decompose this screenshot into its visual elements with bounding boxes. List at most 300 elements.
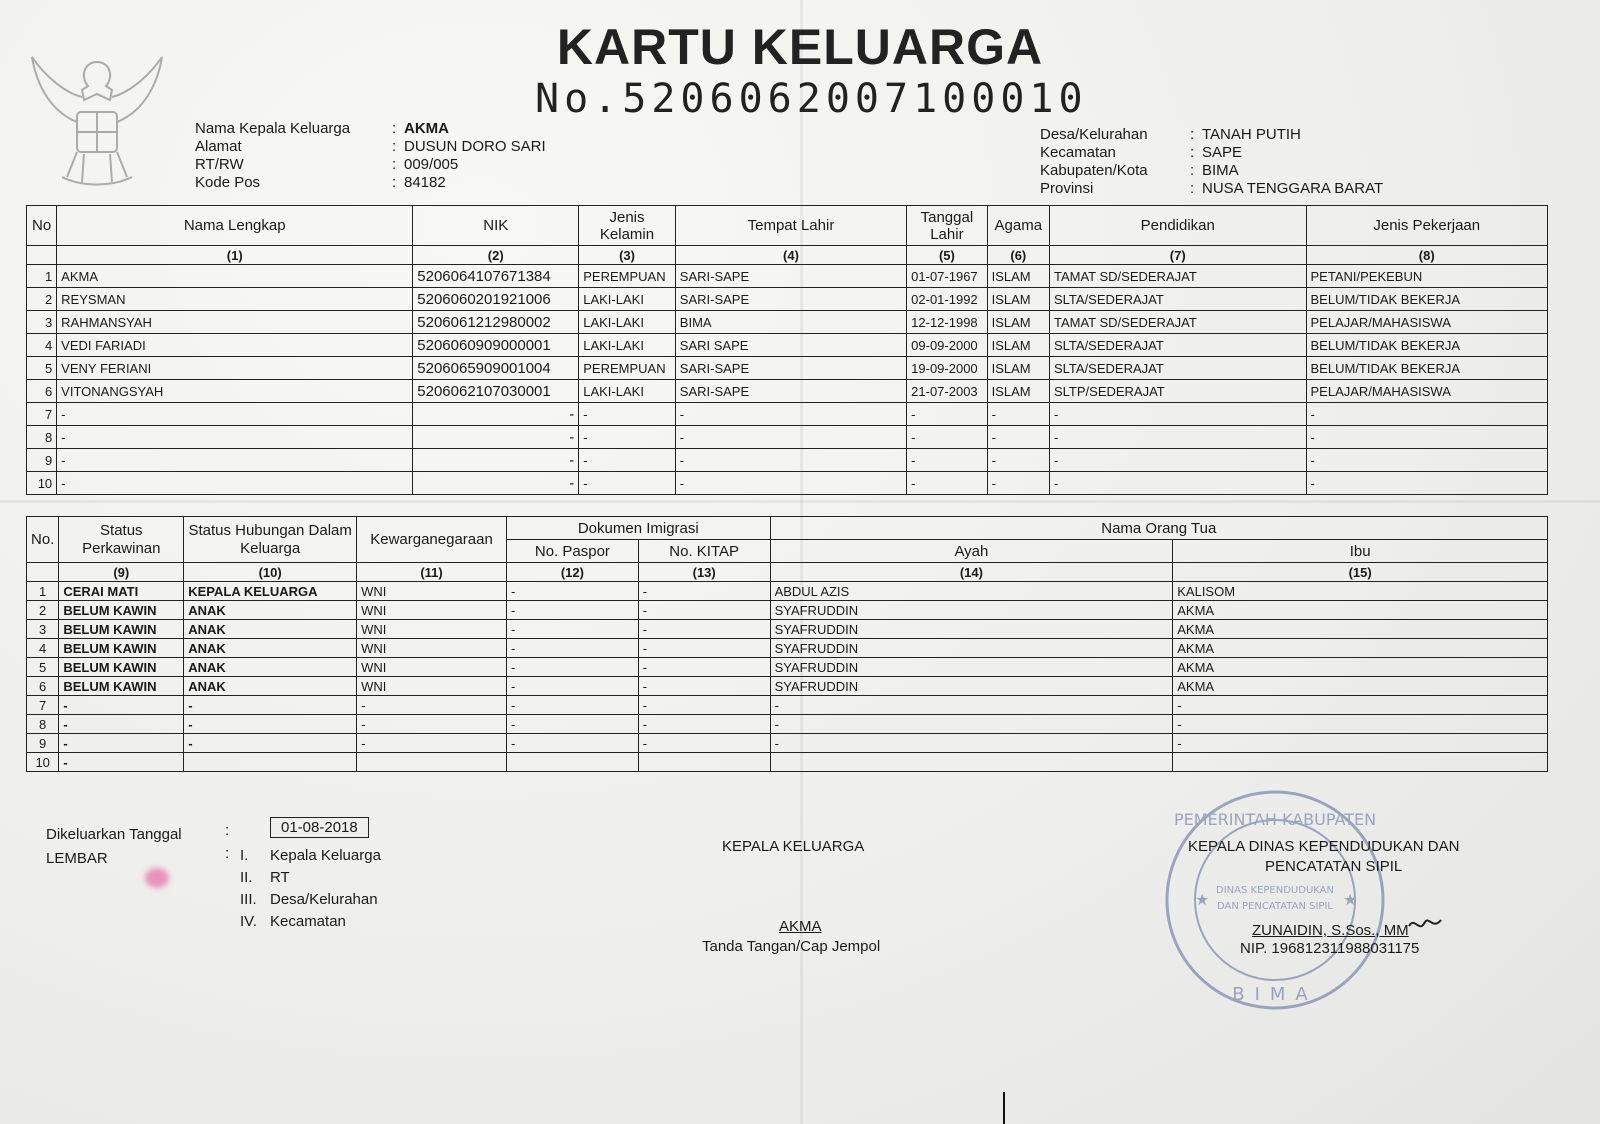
table-cell: BELUM/TIDAK BEKERJA <box>1306 334 1548 357</box>
table-cell: - <box>507 658 639 677</box>
table-cell: - <box>413 449 579 472</box>
table-cell <box>1173 753 1548 772</box>
column-number: (3) <box>579 246 676 265</box>
table-row <box>27 403 1548 426</box>
table-cell: 5 <box>27 357 57 380</box>
header-value: DUSUN DORO SARI <box>404 138 546 155</box>
lembar-text: Kecamatan <box>270 913 346 930</box>
table-cell: ABDUL AZIS <box>770 582 1173 601</box>
table-cell: VEDI FARIADI <box>57 334 413 357</box>
lembar-number: III. <box>240 891 257 908</box>
table-cell: - <box>1306 403 1548 426</box>
family-members-table <box>26 205 1548 495</box>
table-cell: RAHMANSYAH <box>57 311 413 334</box>
table-row <box>27 426 1548 449</box>
column-number: (2) <box>413 246 579 265</box>
table-cell: PEREMPUAN <box>579 265 676 288</box>
table-cell: PETANI/PEKEBUN <box>1306 265 1548 288</box>
lembar-separator: : <box>225 845 230 862</box>
table-cell: KALISOM <box>1173 582 1548 601</box>
table-cell <box>507 753 639 772</box>
table-cell: 10 <box>27 753 59 772</box>
table-cell: - <box>59 696 184 715</box>
lembar-text: RT <box>270 869 290 886</box>
header-row-kecamatan <box>1040 144 1383 162</box>
table-cell: BELUM KAWIN <box>59 601 184 620</box>
table-cell: - <box>1306 472 1548 495</box>
table-cell: SARI SAPE <box>675 334 906 357</box>
table-cell: 7 <box>27 403 57 426</box>
table-cell: ISLAM <box>987 380 1049 403</box>
table-header-row <box>27 517 1548 540</box>
official-stamp-icon <box>1160 785 1390 1015</box>
table-cell: - <box>59 753 184 772</box>
lembar-item <box>240 845 381 867</box>
table-row <box>27 472 1548 495</box>
table-cell: ANAK <box>184 677 357 696</box>
table-cell: BELUM KAWIN <box>59 620 184 639</box>
table-cell: PEREMPUAN <box>579 357 676 380</box>
header-value: AKMA <box>404 120 449 137</box>
header-separator: : <box>1190 144 1195 161</box>
table-cell: SLTA/SEDERAJAT <box>1049 288 1306 311</box>
svg-text:★: ★ <box>1195 892 1210 909</box>
table-cell: - <box>507 620 639 639</box>
table-cell: - <box>59 715 184 734</box>
column-number: (7) <box>1049 246 1306 265</box>
table-cell: - <box>57 449 413 472</box>
table-cell: - <box>638 582 770 601</box>
column-number: (12) <box>507 563 639 582</box>
table-row <box>27 311 1548 334</box>
table-cell: - <box>638 734 770 753</box>
table-cell: 5206060909000001 <box>413 334 579 357</box>
column-number: (6) <box>987 246 1049 265</box>
table-cell: TAMAT SD/SEDERAJAT <box>1049 311 1306 334</box>
lembar-text: Desa/Kelurahan <box>270 891 378 908</box>
header-separator: : <box>392 156 397 173</box>
table-cell: ANAK <box>184 639 357 658</box>
table-cell: - <box>907 403 987 426</box>
table-cell: BELUM/TIDAK BEKERJA <box>1306 357 1548 380</box>
header-separator: : <box>1190 126 1195 143</box>
table-cell: - <box>638 696 770 715</box>
header-separator: : <box>392 120 397 137</box>
table-cell: 3 <box>27 620 59 639</box>
header-label: Kode Pos <box>195 174 261 191</box>
document-title: KARTU KELUARGA <box>556 19 1044 75</box>
table-cell: CERAI MATI <box>59 582 184 601</box>
table-cell: - <box>59 734 184 753</box>
table-cell: - <box>638 658 770 677</box>
column-header: Tanggal Lahir <box>907 206 987 246</box>
table-row <box>27 677 1548 696</box>
table-cell: - <box>1049 472 1306 495</box>
kepala-keluarga-name: AKMA <box>779 918 822 935</box>
table-row <box>27 639 1548 658</box>
table-cell: - <box>987 403 1049 426</box>
header-separator: : <box>392 174 397 191</box>
column-header: Kewarganegaraan <box>357 517 507 563</box>
table-row <box>27 265 1548 288</box>
table-cell: ISLAM <box>987 334 1049 357</box>
table-cell: - <box>1173 715 1548 734</box>
table-cell <box>357 753 507 772</box>
table-cell: 5 <box>27 658 59 677</box>
header-label: RT/RW <box>195 156 244 173</box>
table-row <box>27 696 1548 715</box>
table-cell: PELAJAR/MAHASISWA <box>1306 380 1548 403</box>
table-cell: AKMA <box>1173 639 1548 658</box>
table-cell: SLTA/SEDERAJAT <box>1049 334 1306 357</box>
table-cell: - <box>907 426 987 449</box>
table-row <box>27 715 1548 734</box>
table-cell: - <box>638 677 770 696</box>
table-cell: - <box>507 734 639 753</box>
lembar-item <box>240 911 381 933</box>
table-cell: - <box>987 426 1049 449</box>
table-cell: - <box>357 696 507 715</box>
table-cell: 01-07-1967 <box>907 265 987 288</box>
table-cell: ISLAM <box>987 288 1049 311</box>
table-cell: AKMA <box>57 265 413 288</box>
table-cell: 8 <box>27 426 57 449</box>
signature-note: Tanda Tangan/Cap Jempol <box>702 938 881 955</box>
table-cell: - <box>675 426 906 449</box>
table-cell: - <box>907 449 987 472</box>
table-cell: 5206060201921006 <box>413 288 579 311</box>
header-row-alamat <box>195 138 546 156</box>
column-header: Ayah <box>770 540 1173 563</box>
table-cell: - <box>507 696 639 715</box>
table-cell: - <box>413 472 579 495</box>
table-cell: WNI <box>357 582 507 601</box>
svg-text:DINAS KEPENDUDUKAN: DINAS KEPENDUDUKAN <box>1216 885 1334 896</box>
table-cell: SYAFRUDDIN <box>770 658 1173 677</box>
column-number: (1) <box>57 246 413 265</box>
issued-label: Dikeluarkan Tanggal <box>46 826 182 843</box>
dinas-official-name: ZUNAIDIN, S.Sos., MM <box>1252 922 1409 939</box>
table-cell: SYAFRUDDIN <box>770 639 1173 658</box>
header-label: Desa/Kelurahan <box>1040 126 1148 143</box>
table-cell <box>638 753 770 772</box>
lembar-item <box>240 889 381 911</box>
table-cell: 09-09-2000 <box>907 334 987 357</box>
table-row <box>27 380 1548 403</box>
table-cell: 5206065909001004 <box>413 357 579 380</box>
column-header: Status Hubungan Dalam Keluarga <box>184 517 357 563</box>
table-cell: VENY FERIANI <box>57 357 413 380</box>
column-header: Agama <box>987 206 1049 246</box>
table-cell: - <box>1306 449 1548 472</box>
header-value: NUSA TENGGARA BARAT <box>1202 180 1384 197</box>
table-cell: REYSMAN <box>57 288 413 311</box>
table-cell: 6 <box>27 380 57 403</box>
dinas-title-line2: PENCATATAN SIPIL <box>1265 858 1403 875</box>
table-cell: - <box>907 472 987 495</box>
column-number: (5) <box>907 246 987 265</box>
table-cell: 5206061212980002 <box>413 311 579 334</box>
table-cell <box>184 753 357 772</box>
issued-date: 01-08-2018 <box>270 817 369 838</box>
table-cell: 9 <box>27 449 57 472</box>
lembar-list <box>240 845 381 933</box>
table-cell: - <box>184 696 357 715</box>
dinas-official-nip: NIP. 196812311988031175 <box>1240 940 1420 957</box>
table-row <box>27 334 1548 357</box>
svg-text:★: ★ <box>1343 892 1358 909</box>
table-cell: WNI <box>357 601 507 620</box>
header-row-desa <box>1040 126 1383 144</box>
lembar-number: II. <box>240 869 253 886</box>
table-cell: 4 <box>27 334 57 357</box>
table-cell: 02-01-1992 <box>907 288 987 311</box>
table-cell: 21-07-2003 <box>907 380 987 403</box>
header-label: Kecamatan <box>1040 144 1116 161</box>
column-number-row <box>27 563 1548 582</box>
table-cell: LAKI-LAKI <box>579 288 676 311</box>
table-cell: SYAFRUDDIN <box>770 620 1173 639</box>
header-row-kodepos <box>195 174 546 192</box>
table-cell: - <box>184 715 357 734</box>
table-cell: VITONANGSYAH <box>57 380 413 403</box>
svg-text:PEMERINTAH KABUPATEN: PEMERINTAH KABUPATEN <box>1173 810 1377 829</box>
column-number: (10) <box>184 563 357 582</box>
header-value: SAPE <box>1202 144 1243 161</box>
lembar-text: Kepala Keluarga <box>270 847 381 864</box>
header-label: Nama Kepala Keluarga <box>195 120 351 137</box>
signature-icon <box>1405 912 1445 936</box>
column-header: Nama Orang Tua <box>770 517 1547 540</box>
header-label: Alamat <box>195 138 242 155</box>
header-row-kabupaten <box>1040 162 1383 180</box>
table-cell: AKMA <box>1173 677 1548 696</box>
column-header: Jenis Kelamin <box>579 206 676 246</box>
table-row <box>27 288 1548 311</box>
column-header: Pendidikan <box>1049 206 1306 246</box>
table-cell <box>770 753 1173 772</box>
column-number <box>27 246 57 265</box>
table-cell: 19-09-2000 <box>907 357 987 380</box>
table-cell: - <box>57 426 413 449</box>
ink-mark <box>145 868 169 888</box>
table-cell: - <box>1049 403 1306 426</box>
column-header: Jenis Pekerjaan <box>1306 206 1548 246</box>
header-value: 009/005 <box>404 156 459 173</box>
header-separator: : <box>1190 162 1195 179</box>
table-cell: SARI-SAPE <box>675 265 906 288</box>
column-number: (15) <box>1173 563 1548 582</box>
column-header: No. Paspor <box>507 540 639 563</box>
table-cell: 2 <box>27 601 59 620</box>
column-number: (4) <box>675 246 906 265</box>
svg-text:DAN PENCATATAN SIPIL: DAN PENCATATAN SIPIL <box>1217 901 1333 912</box>
lembar-number: IV. <box>240 913 257 930</box>
table-cell: SLTA/SEDERAJAT <box>1049 357 1306 380</box>
column-header: No. <box>27 517 59 563</box>
table-cell: BELUM/TIDAK BEKERJA <box>1306 288 1548 311</box>
table-cell: BELUM KAWIN <box>59 639 184 658</box>
table-cell: - <box>1306 426 1548 449</box>
header-row-kepala <box>195 120 546 138</box>
table-cell: - <box>579 403 676 426</box>
header-value: BIMA <box>1202 162 1239 179</box>
column-number: (8) <box>1306 246 1548 265</box>
column-header: NIK <box>413 206 579 246</box>
table-cell: - <box>770 715 1173 734</box>
table-cell: 1 <box>27 265 57 288</box>
kepala-keluarga-title: KEPALA KELUARGA <box>722 838 865 855</box>
pen-mark <box>1003 1092 1005 1124</box>
header-value: TANAH PUTIH <box>1202 126 1301 143</box>
table-cell: TAMAT SD/SEDERAJAT <box>1049 265 1306 288</box>
family-status-table <box>26 516 1548 772</box>
table-cell: ISLAM <box>987 311 1049 334</box>
table-cell: - <box>675 449 906 472</box>
table-cell: WNI <box>357 620 507 639</box>
table-cell: - <box>987 449 1049 472</box>
lembar-label: LEMBAR <box>46 850 108 867</box>
column-number: (11) <box>357 563 507 582</box>
table-cell: ANAK <box>184 620 357 639</box>
table-cell: AKMA <box>1173 658 1548 677</box>
table-cell: 8 <box>27 715 59 734</box>
table-row <box>27 357 1548 380</box>
table-row <box>27 449 1548 472</box>
table-cell: 9 <box>27 734 59 753</box>
issued-separator: : <box>225 822 230 839</box>
table-cell: - <box>579 449 676 472</box>
table-cell: - <box>770 696 1173 715</box>
table-header-row <box>27 206 1548 246</box>
table-cell: LAKI-LAKI <box>579 311 676 334</box>
header-separator: : <box>1190 180 1195 197</box>
table-cell: - <box>638 715 770 734</box>
document-number: No.5206062007100010 <box>535 76 1088 122</box>
header-row-provinsi <box>1040 180 1383 198</box>
table-cell: - <box>987 472 1049 495</box>
table-cell: - <box>507 677 639 696</box>
table-row <box>27 734 1548 753</box>
column-number: (14) <box>770 563 1173 582</box>
table-cell: WNI <box>357 658 507 677</box>
table-cell: - <box>357 734 507 753</box>
table-cell: - <box>507 715 639 734</box>
table-cell: 1 <box>27 582 59 601</box>
table-cell: ISLAM <box>987 265 1049 288</box>
table-cell: ANAK <box>184 601 357 620</box>
table-cell: WNI <box>357 639 507 658</box>
table-cell: - <box>507 582 639 601</box>
header-label: Provinsi <box>1040 180 1094 197</box>
table-cell: BIMA <box>675 311 906 334</box>
header-separator: : <box>392 138 397 155</box>
table-cell: 5206062107030001 <box>413 380 579 403</box>
table-cell: - <box>184 734 357 753</box>
table-cell: 6 <box>27 677 59 696</box>
table-cell: SYAFRUDDIN <box>770 677 1173 696</box>
column-number: (9) <box>59 563 184 582</box>
header-value: 84182 <box>404 174 446 191</box>
table-cell: 10 <box>27 472 57 495</box>
table-cell: LAKI-LAKI <box>579 380 676 403</box>
table-cell: 4 <box>27 639 59 658</box>
table-cell: BELUM KAWIN <box>59 677 184 696</box>
header-row-rtrw <box>195 156 546 174</box>
column-header: Tempat Lahir <box>675 206 906 246</box>
column-number-row <box>27 246 1548 265</box>
table-cell: SARI-SAPE <box>675 357 906 380</box>
table-cell: ANAK <box>184 658 357 677</box>
column-header: Status Perkawinan <box>59 517 184 563</box>
column-header: Nama Lengkap <box>57 206 413 246</box>
table-cell: - <box>675 472 906 495</box>
table-cell: - <box>57 403 413 426</box>
header-right <box>1040 126 1383 198</box>
table-cell: - <box>579 426 676 449</box>
table-row <box>27 620 1548 639</box>
table-cell: - <box>413 426 579 449</box>
table-cell: AKMA <box>1173 601 1548 620</box>
table-cell: ISLAM <box>987 357 1049 380</box>
table-cell: SARI-SAPE <box>675 288 906 311</box>
table-cell: - <box>413 403 579 426</box>
table-cell: - <box>1173 734 1548 753</box>
header-label: Kabupaten/Kota <box>1040 162 1148 179</box>
table-cell: 5206064107671384 <box>413 265 579 288</box>
svg-text:BIMA: BIMA <box>1232 984 1318 1005</box>
table-cell: SLTP/SEDERAJAT <box>1049 380 1306 403</box>
table-cell: 2 <box>27 288 57 311</box>
table-cell: SYAFRUDDIN <box>770 601 1173 620</box>
table-row <box>27 582 1548 601</box>
table-cell: - <box>507 601 639 620</box>
table-cell: - <box>579 472 676 495</box>
table-cell: 7 <box>27 696 59 715</box>
column-header: No <box>27 206 57 246</box>
table-cell: 12-12-1998 <box>907 311 987 334</box>
table-cell: - <box>1049 449 1306 472</box>
table-cell: - <box>1173 696 1548 715</box>
fold-line-horizontal <box>0 500 1600 503</box>
table-cell: - <box>357 715 507 734</box>
column-header: Ibu <box>1173 540 1548 563</box>
table-cell: AKMA <box>1173 620 1548 639</box>
lembar-item <box>240 867 381 889</box>
column-number: (13) <box>638 563 770 582</box>
table-cell: - <box>675 403 906 426</box>
lembar-number: I. <box>240 847 249 864</box>
table-row <box>27 658 1548 677</box>
table-row <box>27 601 1548 620</box>
table-cell: SARI-SAPE <box>675 380 906 403</box>
table-cell: - <box>1049 426 1306 449</box>
table-cell: - <box>638 620 770 639</box>
table-cell: KEPALA KELUARGA <box>184 582 357 601</box>
table-cell: - <box>57 472 413 495</box>
table-cell: - <box>507 639 639 658</box>
header-left <box>195 120 546 192</box>
table-cell: - <box>638 639 770 658</box>
table-cell: 3 <box>27 311 57 334</box>
table-cell: LAKI-LAKI <box>579 334 676 357</box>
table-cell: - <box>770 734 1173 753</box>
table-cell: WNI <box>357 677 507 696</box>
dinas-title-line1: KEPALA DINAS KEPENDUDUKAN DAN <box>1188 838 1460 855</box>
table-cell: - <box>638 601 770 620</box>
column-header: Dokumen Imigrasi <box>507 517 771 540</box>
table-row <box>27 753 1548 772</box>
